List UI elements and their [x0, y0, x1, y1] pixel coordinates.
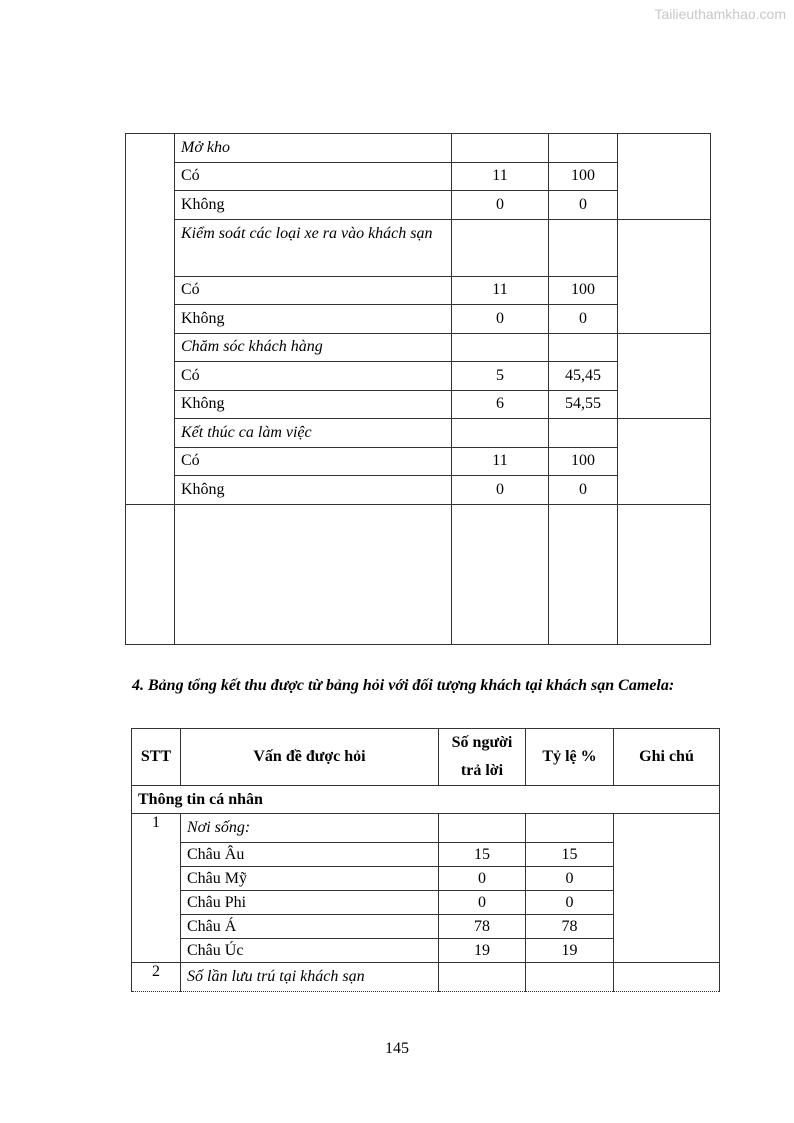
count-cell: 0 — [452, 191, 549, 220]
percent-cell: 78 — [526, 915, 614, 939]
stt-cell — [126, 134, 175, 505]
percent-cell: 0 — [549, 305, 618, 334]
count-cell: 78 — [439, 915, 526, 939]
percent-cell: 45,45 — [549, 362, 618, 391]
answer-label: Châu Á — [181, 915, 439, 939]
percent-cell: 100 — [549, 162, 618, 191]
answer-label: Có — [175, 162, 452, 191]
answer-label: Châu Âu — [181, 843, 439, 867]
count-cell: 19 — [439, 939, 526, 963]
percent-cell: 54,55 — [549, 390, 618, 419]
note-cell — [618, 134, 711, 220]
header-percent: Tỷ lệ % — [526, 729, 614, 786]
stt-cell: 1 — [132, 814, 181, 963]
note-cell — [618, 419, 711, 505]
percent-cell: 0 — [549, 191, 618, 220]
header-count-line2: trả lời — [460, 762, 504, 779]
stt-cell: 2 — [132, 963, 181, 992]
header-count-line1: Số người — [451, 734, 513, 751]
answer-label: Không — [175, 305, 452, 334]
question-label: Kết thúc ca làm việc — [175, 419, 452, 448]
header-question: Vấn đề được hỏi — [181, 729, 439, 786]
empty-cell — [618, 504, 711, 644]
count-cell: 6 — [452, 390, 549, 419]
table-row — [126, 419, 711, 448]
question-label: Chăm sóc khách hàng — [175, 333, 452, 362]
question-label: Kiểm soát các loại xe ra vào khách sạn — [175, 219, 452, 276]
empty-cell — [126, 504, 175, 644]
count-cell — [452, 134, 549, 163]
answer-label: Có — [175, 447, 452, 476]
count-cell: 0 — [439, 891, 526, 915]
table-row — [126, 219, 711, 276]
section-row — [132, 786, 720, 814]
percent-cell: 19 — [526, 939, 614, 963]
answer-label: Có — [175, 362, 452, 391]
count-cell: 0 — [452, 476, 549, 505]
percent-cell — [526, 963, 614, 992]
header-stt: STT — [132, 729, 181, 786]
count-cell — [452, 219, 549, 276]
percent-cell — [549, 333, 618, 362]
count-cell — [439, 814, 526, 843]
answer-label: Châu Úc — [181, 939, 439, 963]
empty-cell — [175, 504, 452, 644]
table-row — [132, 963, 720, 992]
answer-label: Châu Mỹ — [181, 867, 439, 891]
percent-cell: 100 — [549, 276, 618, 305]
answer-label: Không — [175, 390, 452, 419]
table-row-empty — [126, 504, 711, 644]
note-cell — [614, 814, 720, 963]
percent-cell: 0 — [526, 891, 614, 915]
page-number: 145 — [385, 1040, 409, 1057]
question-label: Nơi sống: — [181, 814, 439, 843]
empty-cell — [452, 504, 549, 644]
percent-cell: 0 — [549, 476, 618, 505]
percent-cell: 0 — [526, 867, 614, 891]
count-cell — [452, 419, 549, 448]
note-cell — [614, 963, 720, 992]
watermark: Tailieuthamkhao.com — [654, 6, 786, 22]
table-row — [126, 134, 711, 163]
percent-cell — [526, 814, 614, 843]
section-title: Thông tin cá nhân — [132, 786, 720, 814]
percent-cell: 100 — [549, 447, 618, 476]
table-row — [132, 814, 720, 843]
answer-label: Không — [175, 191, 452, 220]
count-cell — [452, 333, 549, 362]
answer-label: Có — [175, 276, 452, 305]
count-cell: 0 — [439, 867, 526, 891]
section-heading: 4. Bảng tổng kết thu được từ bảng hỏi với đối tượng khách tại khách sạn Camela: — [132, 677, 675, 694]
empty-cell — [549, 504, 618, 644]
count-cell — [439, 963, 526, 992]
question-label: Số lần lưu trú tại khách sạn — [181, 963, 439, 992]
header-note: Ghi chú — [614, 729, 720, 786]
percent-cell: 15 — [526, 843, 614, 867]
count-cell: 0 — [452, 305, 549, 334]
survey-table-staff — [125, 133, 711, 645]
count-cell: 11 — [452, 162, 549, 191]
answer-label: Châu Phi — [181, 891, 439, 915]
header-count — [439, 729, 526, 786]
percent-cell — [549, 219, 618, 276]
survey-table-guests — [131, 728, 720, 992]
percent-cell — [549, 419, 618, 448]
note-cell — [618, 333, 711, 419]
answer-label: Không — [175, 476, 452, 505]
count-cell: 15 — [439, 843, 526, 867]
table-row — [126, 333, 711, 362]
note-cell — [618, 219, 711, 333]
header-row — [132, 729, 720, 786]
question-label: Mở kho — [175, 134, 452, 163]
count-cell: 11 — [452, 447, 549, 476]
count-cell: 5 — [452, 362, 549, 391]
count-cell: 11 — [452, 276, 549, 305]
percent-cell — [549, 134, 618, 163]
